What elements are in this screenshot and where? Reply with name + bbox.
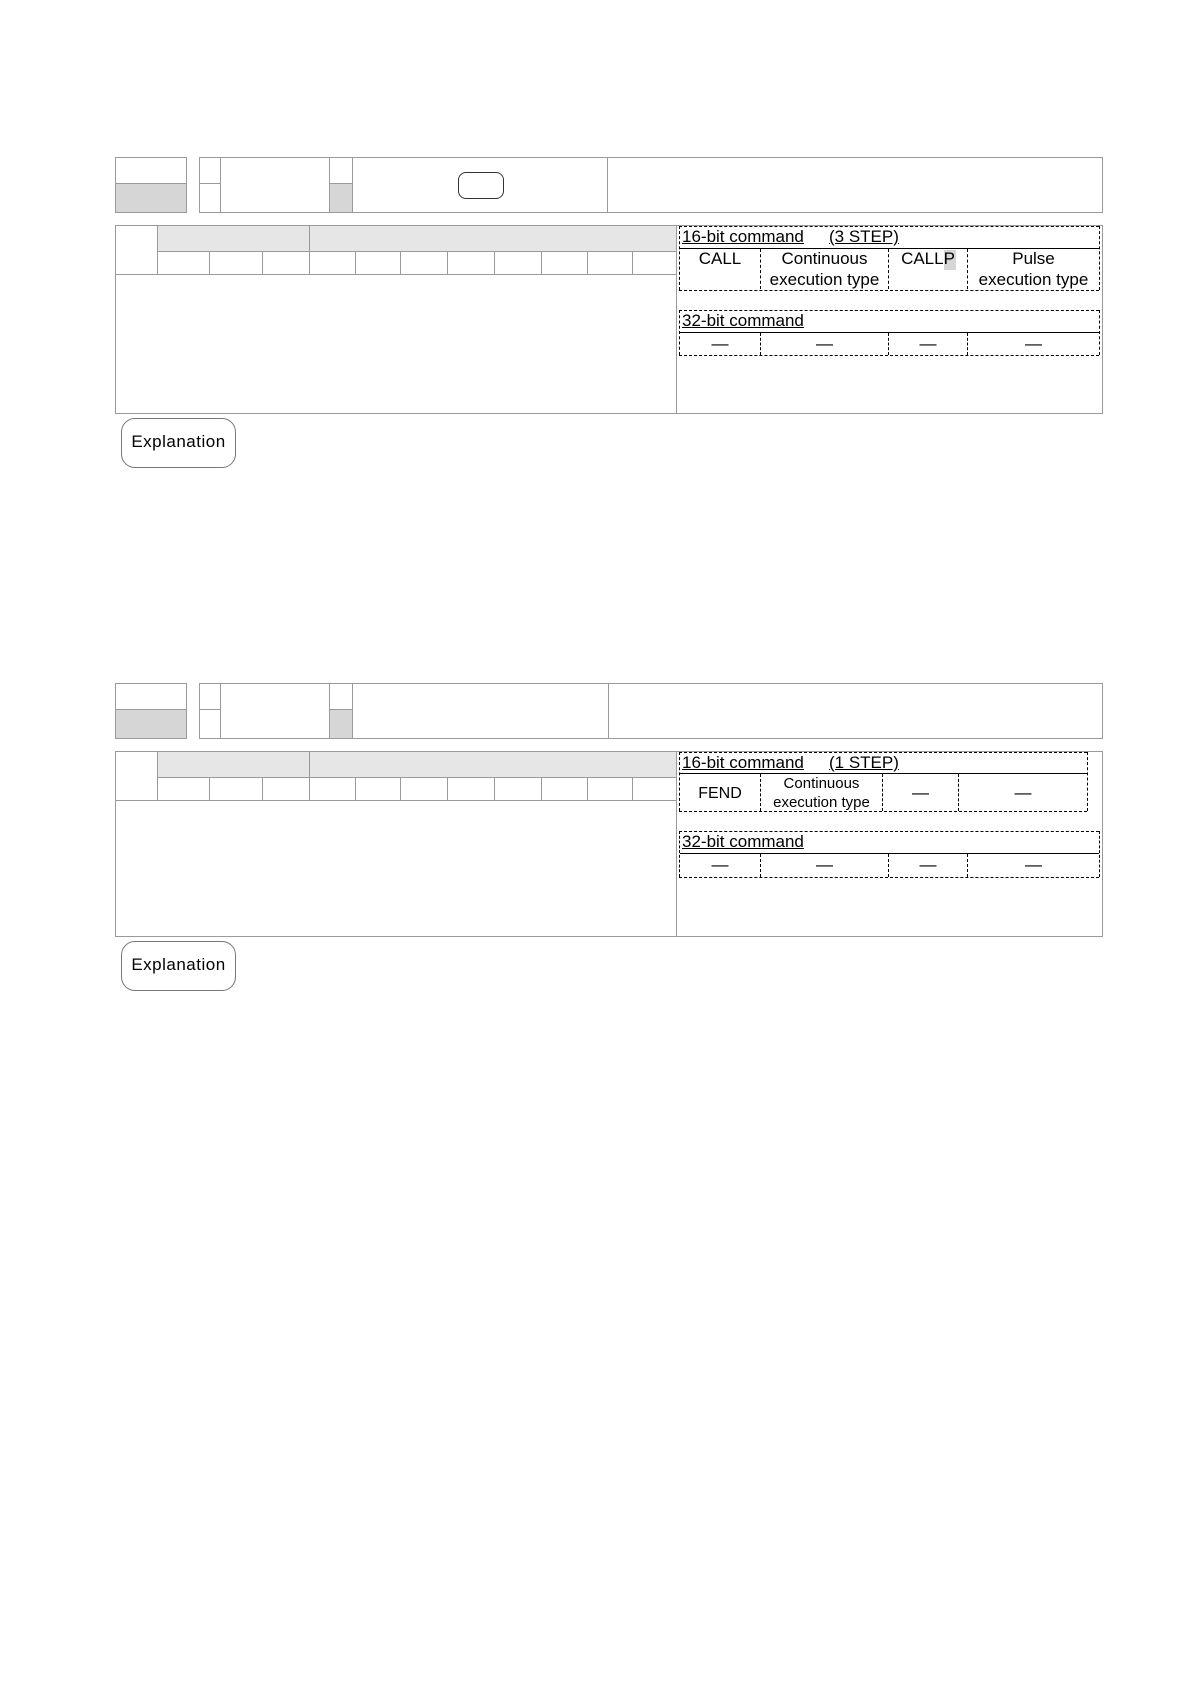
command-16bit-steps: (1 STEP) <box>829 753 899 772</box>
operand-pill <box>458 172 504 199</box>
explanation-label: Explanation <box>121 418 236 468</box>
pulse-execution-label: — <box>1014 783 1032 802</box>
bit-device-header <box>157 226 309 251</box>
command-32bit-cell: — <box>1025 334 1042 353</box>
continuous-execution-label: Continuous execution type <box>769 249 880 289</box>
explanation-label: Explanation <box>121 941 236 991</box>
mnemonic-continuous: FEND <box>698 785 742 802</box>
command-32bit-cell: — <box>711 855 729 874</box>
command-16bit-header: 16-bit command <box>682 227 804 246</box>
command-16bit-steps: (3 STEP) <box>829 227 899 246</box>
bit-device-header <box>157 752 309 777</box>
command-32bit-header: 32-bit command <box>682 832 804 851</box>
mnemonic-pulse: — <box>912 783 929 802</box>
mnemonic-continuous: CALL <box>698 249 742 268</box>
command-32bit-cell: — <box>1025 855 1042 874</box>
command-32bit-cell: — <box>919 334 937 353</box>
command-16bit-header: 16-bit command <box>682 753 804 772</box>
api-number-shade <box>116 710 186 738</box>
command-32bit-cell: — <box>816 334 833 353</box>
pulse-execution-label: Pulse execution type <box>978 249 1089 289</box>
mnemonic-box <box>199 683 609 739</box>
pulse-flag-shade <box>330 184 352 212</box>
command-32bit-cell: — <box>711 334 729 353</box>
command-32bit-header: 32-bit command <box>682 311 804 330</box>
mnemonic-box <box>199 157 608 213</box>
mnemonic-pulse: CALLP <box>901 249 955 268</box>
pulse-flag-shade <box>330 710 352 738</box>
command-32bit-cell: — <box>816 855 833 874</box>
operand-table <box>115 751 1103 937</box>
api-number-shade <box>116 184 186 212</box>
continuous-execution-label: Continuous execution type <box>773 775 870 811</box>
word-device-header <box>310 226 676 251</box>
function-description-box <box>607 157 1103 213</box>
command-32bit-cell: — <box>919 855 937 874</box>
word-device-header <box>310 752 676 777</box>
function-description-box <box>608 683 1103 739</box>
